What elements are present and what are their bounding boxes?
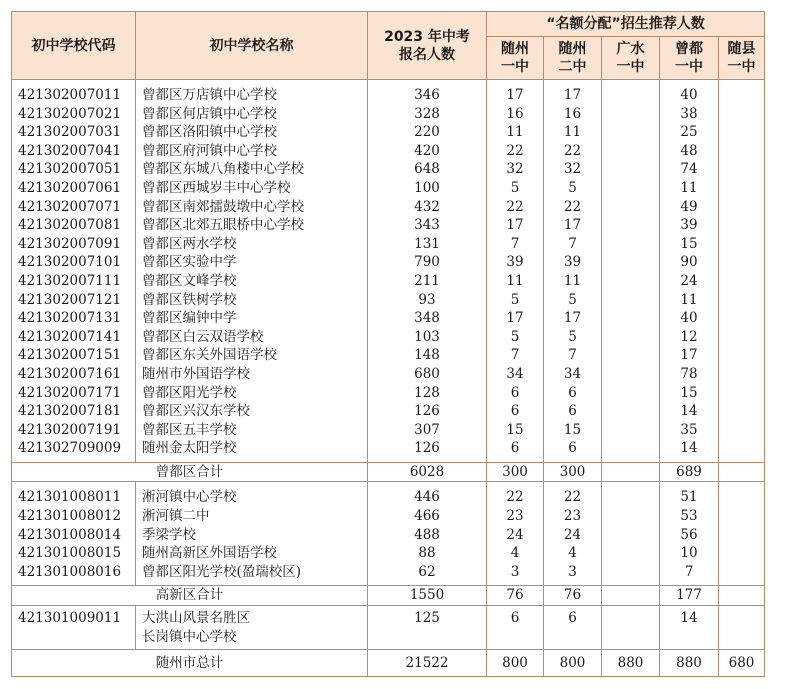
quota-s2: 5	[544, 291, 602, 310]
quota-s2: 17	[544, 216, 602, 235]
quota-s1: 7	[487, 235, 544, 254]
register-count: 648	[368, 160, 487, 179]
school-name: 曾都区文峰学校	[136, 272, 368, 291]
quota-s4: 35	[660, 421, 719, 440]
quota-s5	[719, 402, 765, 421]
school-name-line-2: 长岗镇中心学校	[142, 628, 237, 645]
school-name: 曾都区万店镇中心学校	[136, 80, 368, 105]
quota-s3	[602, 253, 660, 272]
quota-s2: 34	[544, 365, 602, 384]
register-count: 432	[368, 198, 487, 217]
quota-s3	[602, 606, 660, 650]
quota-s5	[719, 421, 765, 440]
register-count: 62	[368, 563, 487, 586]
school-name: 曾都区北郊五眼桥中心学校	[136, 216, 368, 235]
school-name-line-1: 大洪山风景名胜区	[142, 610, 250, 627]
school-code: 421302007081	[12, 216, 136, 235]
table-row	[12, 544, 765, 563]
school-name: 随州高新区外国语学校	[136, 544, 368, 563]
school-code: 421301008012	[12, 507, 136, 526]
quota-s3	[602, 365, 660, 384]
quota-s2: 17	[544, 80, 602, 105]
school-name: 曾都区阳光学校	[136, 384, 368, 403]
table-row	[12, 439, 765, 462]
table-row	[12, 421, 765, 440]
school-code: 421302709009	[12, 439, 136, 462]
register-count: 128	[368, 384, 487, 403]
quota-s4: 14	[660, 606, 719, 650]
school-name: 曾都区五丰学校	[136, 421, 368, 440]
total-s4: 880	[660, 650, 719, 677]
quota-s1: 5	[487, 179, 544, 198]
school-code: 421302007121	[12, 291, 136, 310]
quota-s1: 6	[487, 402, 544, 421]
quota-s5	[719, 80, 765, 105]
quota-s5	[719, 105, 765, 124]
quota-s4: 15	[660, 235, 719, 254]
register-count: 148	[368, 346, 487, 365]
school-name: 曾都区洛阳镇中心学校	[136, 123, 368, 142]
quota-s4: 11	[660, 179, 719, 198]
school-code: 421302007061	[12, 179, 136, 198]
quota-s4: 40	[660, 80, 719, 105]
table-row	[12, 272, 765, 291]
table-row	[12, 365, 765, 384]
school-code: 421302007091	[12, 235, 136, 254]
quota-s4: 12	[660, 328, 719, 347]
quota-s4: 40	[660, 309, 719, 328]
quota-s5	[719, 507, 765, 526]
quota-s1: 17	[487, 216, 544, 235]
quota-s1: 15	[487, 421, 544, 440]
quota-s1: 6	[487, 439, 544, 462]
quota-s2: 22	[544, 482, 602, 507]
quota-s3	[602, 216, 660, 235]
quota-s4: 74	[660, 160, 719, 179]
sum-s3	[602, 462, 660, 482]
quota-s1: 17	[487, 80, 544, 105]
col-header-group: “名额分配”招生推荐人数	[487, 12, 765, 37]
quota-s3	[602, 439, 660, 462]
gaoxin-sum-row	[12, 586, 765, 606]
school-name: 曾都区实验中学	[136, 253, 368, 272]
quota-s5	[719, 482, 765, 507]
quota-s1: 22	[487, 482, 544, 507]
quota-s1: 22	[487, 198, 544, 217]
quota-s2: 22	[544, 198, 602, 217]
quota-s1: 11	[487, 272, 544, 291]
table-row	[12, 526, 765, 545]
register-count: 420	[368, 142, 487, 161]
sum-s1: 76	[487, 586, 544, 606]
quota-s3	[602, 402, 660, 421]
school-code: 421302007111	[12, 272, 136, 291]
enrollment-table-container	[11, 11, 764, 677]
school-name: 曾都区何店镇中心学校	[136, 105, 368, 124]
table-row	[12, 160, 765, 179]
register-count: 211	[368, 272, 487, 291]
quota-s4: 14	[660, 402, 719, 421]
table-row	[12, 123, 765, 142]
register-count: 446	[368, 482, 487, 507]
sum-label: 高新区合计	[12, 586, 368, 606]
school-code: 421302007131	[12, 309, 136, 328]
sum-s5	[719, 462, 765, 482]
quota-s5	[719, 272, 765, 291]
total-section	[12, 650, 765, 677]
sum-s1: 300	[487, 462, 544, 482]
quota-s5	[719, 309, 765, 328]
quota-s2: 7	[544, 346, 602, 365]
col-header-count: 2023 年中考 报名人数	[368, 12, 487, 80]
school-code: 421302007031	[12, 123, 136, 142]
quota-s5	[719, 142, 765, 161]
quota-s3	[602, 198, 660, 217]
quota-s2: 5	[544, 179, 602, 198]
school-code: 421301008016	[12, 563, 136, 586]
quota-s2: 23	[544, 507, 602, 526]
col-header-suixian-1: 随县 一中	[719, 37, 765, 80]
register-count: 488	[368, 526, 487, 545]
quota-s4: 39	[660, 216, 719, 235]
register-count: 346	[368, 80, 487, 105]
quota-s4: 56	[660, 526, 719, 545]
col-header-name: 初中学校名称	[136, 12, 368, 80]
quota-s3	[602, 105, 660, 124]
quota-s3	[602, 526, 660, 545]
quota-s2: 17	[544, 309, 602, 328]
quota-s5	[719, 328, 765, 347]
quota-s4: 38	[660, 105, 719, 124]
school-code: 421301008011	[12, 482, 136, 507]
quota-s1: 3	[487, 563, 544, 586]
quota-s4: 10	[660, 544, 719, 563]
table-row	[12, 80, 765, 105]
quota-s5	[719, 365, 765, 384]
school-name: 曾都区铁树学校	[136, 291, 368, 310]
quota-s5	[719, 563, 765, 586]
dahong-section	[12, 606, 765, 650]
table-row	[12, 253, 765, 272]
school-name: 季梁学校	[136, 526, 368, 545]
school-code: 421302007191	[12, 421, 136, 440]
school-code: 421302007071	[12, 198, 136, 217]
gaoxin-section	[12, 482, 765, 586]
school-name: 随州金太阳学校	[136, 439, 368, 462]
school-code: 421302007011	[12, 80, 136, 105]
register-count: 88	[368, 544, 487, 563]
quota-s5	[719, 439, 765, 462]
quota-s5	[719, 526, 765, 545]
quota-s5	[719, 544, 765, 563]
quota-s3	[602, 142, 660, 161]
quota-s3	[602, 291, 660, 310]
quota-s3	[602, 235, 660, 254]
quota-s3	[602, 507, 660, 526]
zengdu-sum-section	[12, 462, 765, 482]
school-code: 421302007051	[12, 160, 136, 179]
table-row	[12, 563, 765, 586]
register-count: 126	[368, 439, 487, 462]
quota-s4: 15	[660, 384, 719, 403]
quota-s2: 24	[544, 526, 602, 545]
school-code: 421302007101	[12, 253, 136, 272]
register-count: 466	[368, 507, 487, 526]
sum-count: 1550	[368, 586, 487, 606]
quota-s5	[719, 216, 765, 235]
quota-s1: 24	[487, 526, 544, 545]
quota-s4: 78	[660, 365, 719, 384]
register-count: 103	[368, 328, 487, 347]
school-name: 曾都区编钟中学	[136, 309, 368, 328]
quota-s4: 14	[660, 439, 719, 462]
quota-s5	[719, 346, 765, 365]
quota-s2: 16	[544, 105, 602, 124]
table-row	[12, 482, 765, 507]
sum-s5	[719, 586, 765, 606]
register-count: 328	[368, 105, 487, 124]
school-name: 曾都区府河镇中心学校	[136, 142, 368, 161]
quota-s4: 17	[660, 346, 719, 365]
quota-s4: 49	[660, 198, 719, 217]
quota-s5	[719, 606, 765, 650]
quota-s1: 7	[487, 346, 544, 365]
school-name: 曾都区东关外国语学校	[136, 346, 368, 365]
quota-s4: 90	[660, 253, 719, 272]
quota-s2: 7	[544, 235, 602, 254]
quota-s2: 11	[544, 272, 602, 291]
quota-s2: 5	[544, 328, 602, 347]
table-row	[12, 179, 765, 198]
table-row	[12, 606, 765, 650]
table-row	[12, 142, 765, 161]
school-code: 421301009011	[12, 606, 136, 650]
quota-s5	[719, 179, 765, 198]
quota-s3	[602, 421, 660, 440]
quota-s3	[602, 346, 660, 365]
quota-s1: 5	[487, 328, 544, 347]
sum-label: 曾都区合计	[12, 462, 368, 482]
quota-s2: 4	[544, 544, 602, 563]
quota-allocation-table	[11, 11, 765, 677]
table-row	[12, 384, 765, 403]
school-code: 421301008014	[12, 526, 136, 545]
quota-s4: 25	[660, 123, 719, 142]
col-header-zengdu-1: 曾都 一中	[660, 37, 719, 80]
quota-s3	[602, 123, 660, 142]
school-name: 随州市外国语学校	[136, 365, 368, 384]
register-count: 220	[368, 123, 487, 142]
zengdu-sum-row	[12, 462, 765, 482]
quota-s1: 5	[487, 291, 544, 310]
school-code: 421302007181	[12, 402, 136, 421]
quota-s4: 7	[660, 563, 719, 586]
register-count: 126	[368, 402, 487, 421]
col-header-suizhou-1: 随州 一中	[487, 37, 544, 80]
quota-s1: 22	[487, 142, 544, 161]
col-header-code: 初中学校代码	[12, 12, 136, 80]
school-name: 曾都区白云双语学校	[136, 328, 368, 347]
quota-s3	[602, 272, 660, 291]
total-count: 21522	[368, 650, 487, 677]
sum-s2: 300	[544, 462, 602, 482]
total-s2: 800	[544, 650, 602, 677]
register-count: 790	[368, 253, 487, 272]
quota-s5	[719, 160, 765, 179]
quota-s5	[719, 253, 765, 272]
col-header-guangshui-1: 广水 一中	[602, 37, 660, 80]
quota-s1: 6	[487, 606, 544, 650]
school-code: 421302007041	[12, 142, 136, 161]
quota-s5	[719, 384, 765, 403]
col-header-suizhou-2: 随州 二中	[544, 37, 602, 80]
quota-s2: 11	[544, 123, 602, 142]
quota-s1: 32	[487, 160, 544, 179]
table-row	[12, 346, 765, 365]
quota-s5	[719, 198, 765, 217]
register-count: 93	[368, 291, 487, 310]
total-s3: 880	[602, 650, 660, 677]
school-name: 曾都区阳光学校(盈瑞校区)	[136, 563, 368, 586]
quota-s1: 17	[487, 309, 544, 328]
quota-s2: 15	[544, 421, 602, 440]
quota-s2: 39	[544, 253, 602, 272]
sum-s3	[602, 586, 660, 606]
quota-s4: 48	[660, 142, 719, 161]
quota-s4: 51	[660, 482, 719, 507]
table-row	[12, 291, 765, 310]
quota-s1: 34	[487, 365, 544, 384]
school-code: 421302007151	[12, 346, 136, 365]
table-header	[12, 12, 765, 80]
school-code: 421302007171	[12, 384, 136, 403]
quota-s2: 6	[544, 384, 602, 403]
total-s5: 680	[719, 650, 765, 677]
quota-s3	[602, 563, 660, 586]
register-count: 680	[368, 365, 487, 384]
school-code: 421302007161	[12, 365, 136, 384]
quota-s2: 22	[544, 142, 602, 161]
quota-s1: 16	[487, 105, 544, 124]
zengdu-section	[12, 80, 765, 463]
register-count: 348	[368, 309, 487, 328]
register-count: 307	[368, 421, 487, 440]
school-name: 曾都区东城八角楼中心学校	[136, 160, 368, 179]
table-row	[12, 328, 765, 347]
city-total-row	[12, 650, 765, 677]
sum-s4: 177	[660, 586, 719, 606]
register-count: 100	[368, 179, 487, 198]
quota-s3	[602, 384, 660, 403]
school-name: 淅河镇中心学校	[136, 482, 368, 507]
sum-count: 6028	[368, 462, 487, 482]
sum-s4: 689	[660, 462, 719, 482]
register-count: 343	[368, 216, 487, 235]
school-name: 曾都区南郊擂鼓墩中心学校	[136, 198, 368, 217]
school-name: 曾都区西城岁丰中心学校	[136, 179, 368, 198]
quota-s3	[602, 328, 660, 347]
quota-s1: 6	[487, 384, 544, 403]
school-code: 421302007021	[12, 105, 136, 124]
register-count: 131	[368, 235, 487, 254]
table-row	[12, 105, 765, 124]
quota-s2: 3	[544, 563, 602, 586]
table-row	[12, 216, 765, 235]
school-name: 曾都区两水学校	[136, 235, 368, 254]
quota-s4: 53	[660, 507, 719, 526]
register-count: 125	[368, 606, 487, 650]
school-code: 421302007141	[12, 328, 136, 347]
quota-s4: 24	[660, 272, 719, 291]
table-row	[12, 309, 765, 328]
quota-s2: 6	[544, 439, 602, 462]
table-row	[12, 507, 765, 526]
total-s1: 800	[487, 650, 544, 677]
table-row	[12, 402, 765, 421]
quota-s1: 11	[487, 123, 544, 142]
quota-s1: 23	[487, 507, 544, 526]
quota-s2: 32	[544, 160, 602, 179]
gaoxin-sum-section	[12, 586, 765, 606]
quota-s3	[602, 160, 660, 179]
quota-s3	[602, 309, 660, 328]
school-name: 淅河镇二中	[136, 507, 368, 526]
quota-s2: 6	[544, 606, 602, 650]
school-code: 421301008015	[12, 544, 136, 563]
quota-s5	[719, 123, 765, 142]
quota-s4: 11	[660, 291, 719, 310]
sum-s2: 76	[544, 586, 602, 606]
total-label: 随州市总计	[12, 650, 368, 677]
quota-s5	[719, 291, 765, 310]
quota-s3	[602, 80, 660, 105]
quota-s1: 39	[487, 253, 544, 272]
table-row	[12, 235, 765, 254]
school-name: 曾都区兴汉东学校	[136, 402, 368, 421]
quota-s1: 4	[487, 544, 544, 563]
quota-s3	[602, 482, 660, 507]
quota-s5	[719, 235, 765, 254]
school-name	[136, 606, 368, 650]
table-row	[12, 198, 765, 217]
quota-s3	[602, 544, 660, 563]
quota-s3	[602, 179, 660, 198]
quota-s2: 6	[544, 402, 602, 421]
